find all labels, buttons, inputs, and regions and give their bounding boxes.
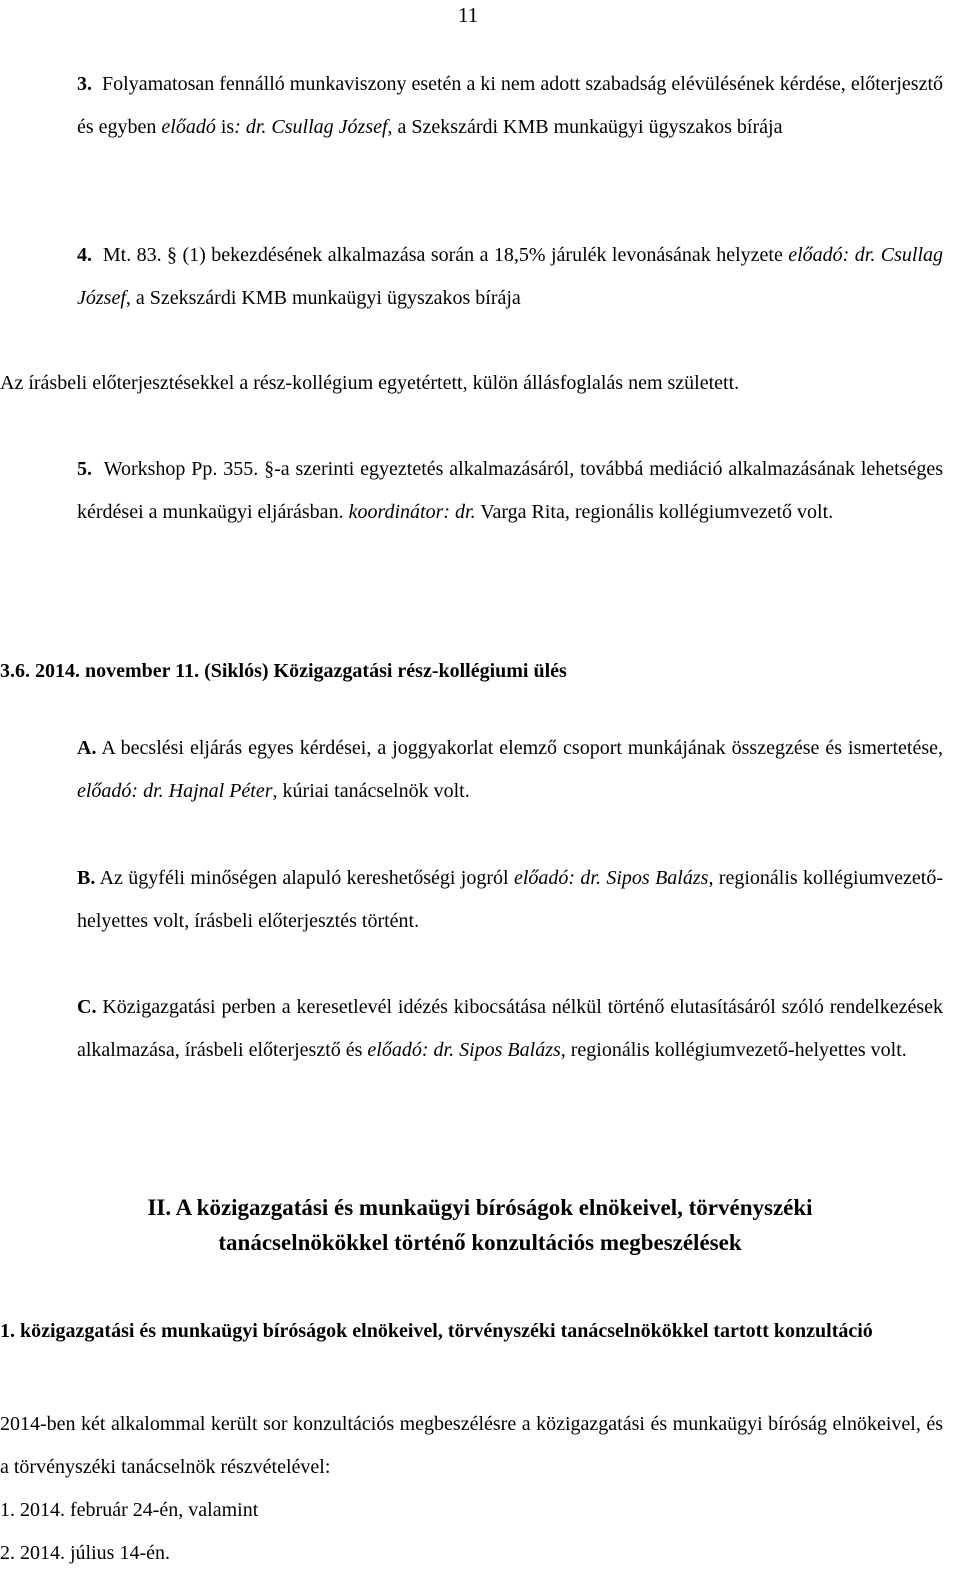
item-5-number: 5. [77,458,92,480]
item-3-speaker: : dr. Csullag József [234,116,388,138]
page-number: 11 [458,3,479,27]
item-4-speaker: előadó: dr. Csullag József [77,244,943,309]
subsection-1-heading: 1. közigazgatási és munkaügyi bíróságok elnökeivel, törvényszéki tanácselnökökkel tartott konzultáció [0,1320,873,1342]
item-5-paragraph [77,448,943,534]
item-4-number: 4. [77,244,92,266]
agreement-paragraph: Az írásbeli előterjesztésekkel a rész-kollégium egyetértett, külön állásfoglalás nem született. [0,372,740,394]
date-item-1: 1. 2014. február 24-én, valamint [0,1499,259,1521]
item-4-paragraph [77,234,943,320]
item-3-text-a: Folyamatosan fennálló munkaviszony esetén a ki nem adott szabadság elévülésének kérdése, előterjesztő és egyben [77,73,943,138]
item-a-paragraph [77,727,943,813]
item-c-text-b: , regionális kollégiumvezető-helyettes volt. [560,1039,907,1061]
item-3-number: 3. [77,73,92,95]
item-a-text-b: , kúriai tanácselnök volt. [272,780,470,802]
item-5-text-a: Workshop Pp. 355. §-a szerinti egyeztetés alkalmazásáról, továbbá mediáció alkalmazásának lehetséges kérdései a munkaügyi eljárásban. [77,458,944,523]
item-b-paragraph [77,857,943,943]
section-3-6-heading: 3.6. 2014. november 11. (Siklós) Közigazgatási rész-kollégiumi ülés [0,660,567,682]
item-3-text-b: is [215,116,235,138]
item-a-text-a: A becslési eljárás egyes kérdései, a joggyakorlat elemző csoport munkájának összegzése és ismertetése, [96,737,943,759]
item-5-text-b: Varga Rita, regionális kollégiumvezető volt. [475,501,834,523]
item-b-text-a: Az ügyféli minőségen alapuló kereshetőségi jogról [95,867,514,889]
item-c-letter: C. [77,996,97,1018]
item-b-text-b: , regionális kollégiumvezető-helyettes volt, írásbeli előterjesztés történt. [77,867,944,932]
item-4-text-a: Mt. 83. § (1) bekezdésének alkalmazása során a 18,5% járulék levonásának helyzete [102,244,789,266]
item-c-paragraph [77,986,943,1072]
item-3-text-c: , a Szekszárdi KMB munkaügyi ügyszakos bírája [387,116,783,138]
item-3-paragraph [77,63,943,149]
item-3-role: előadó [161,116,216,138]
item-a-letter: A. [77,737,97,759]
item-b-speaker: előadó: dr. Sipos Balázs [513,867,709,889]
item-c-speaker: előadó: dr. Sipos Balázs [367,1039,561,1061]
item-4-text-b: , a Szekszárdi KMB munkaügyi ügyszakos bírája [125,287,521,309]
item-b-letter: B. [77,867,96,889]
item-c-text-a: Közigazgatási perben a keresetlevél idézés kibocsátása nélkül történő elutasításáról szóló rendelkezések alkalmazása, írásbeli előterjesztő és [77,996,943,1061]
subsection-1-body: 2014-ben két alkalommal került sor konzultációs megbeszélésre a közigazgatási és munkaügyi bíróság elnökeivel, és a törvényszéki tanácselnök részvételével: [0,1413,943,1478]
item-5-speaker: koordinátor: dr. [348,501,476,523]
item-a-speaker: előadó: dr. Hajnal Péter [77,780,273,802]
chapter-title-line-1: II. A közigazgatási és munkaügyi bíróságok elnökeivel, törvényszéki [147,1195,813,1220]
chapter-title-line-2: tanácselnökökkel történő konzultációs megbeszélések [218,1230,742,1255]
date-item-2: 2. 2014. július 14-én. [0,1542,170,1564]
